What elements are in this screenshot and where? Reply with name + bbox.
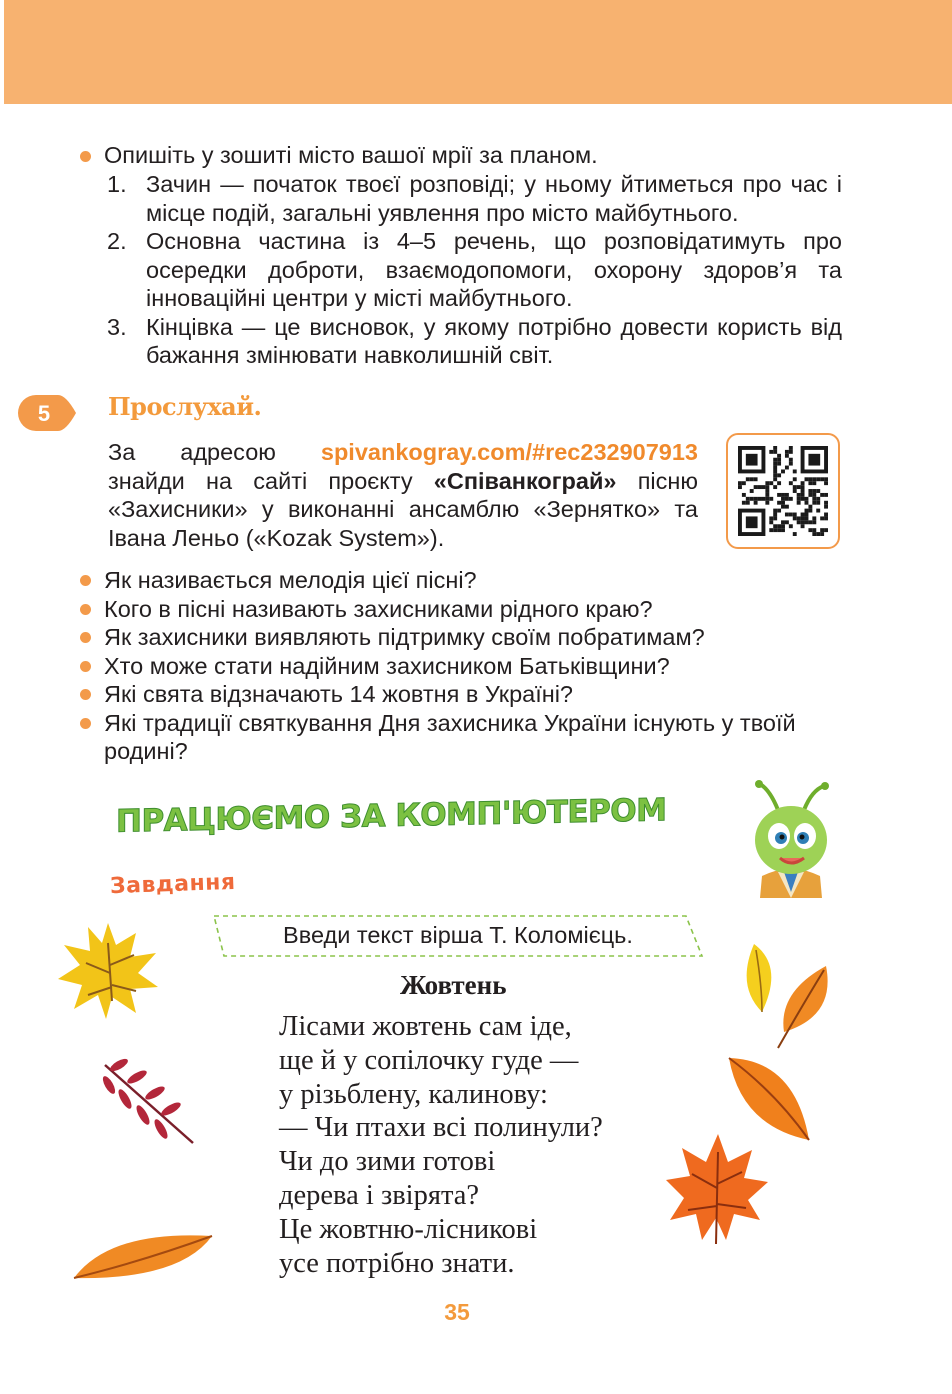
song-url-link[interactable]: spivankogray.com/#rec232907913	[320, 439, 698, 465]
orange-maple-leaf-icon	[662, 1128, 772, 1248]
bullet-dot	[80, 632, 91, 643]
question-text: Хто може стати надійним захисником Батьківщини?	[104, 652, 670, 679]
question-list	[104, 566, 840, 766]
poem-line: Це жовтню-лісникові	[279, 1213, 538, 1245]
qr-code-icon[interactable]	[726, 433, 840, 549]
poem-line: — Чи птахи всі полинули?	[279, 1112, 603, 1144]
question-item	[104, 595, 840, 624]
question-item	[104, 709, 840, 766]
plan-item	[107, 313, 842, 370]
task-number: 5	[37, 401, 51, 426]
task-label: Завдання	[109, 869, 236, 900]
listen-text: За адресою	[108, 439, 321, 465]
poem-title: Жовтень	[400, 970, 507, 1000]
page-header-bar	[4, 0, 952, 104]
section-title: ПРАЦЮЄМО ЗА КОМП'ЮТЕРОМ	[116, 792, 667, 840]
task-number-badge	[18, 395, 76, 431]
plan-item	[107, 170, 842, 227]
plan-item-text: Кінцівка — це висновок, у якому потрібно довести користь від бажання змінювати навколишній світ.	[146, 313, 842, 368]
listen-text: пісню «Захисники» у виконанні ансамблю «Зернятко» та Івана Леньо («Kozak System»).	[108, 467, 699, 551]
question-item	[104, 566, 840, 595]
task-title: Прослухай.	[108, 392, 262, 421]
plan-item-number: 3.	[107, 313, 127, 340]
bullet-dot	[80, 689, 91, 700]
plan-list	[107, 170, 842, 370]
yellow-maple-leaf-icon	[52, 915, 164, 1025]
bullet-dot	[80, 151, 91, 162]
task-instruction: Введи текст вірша Т. Коломієць.	[283, 922, 633, 948]
bullet-dot	[80, 661, 91, 672]
orange-leaf-icon	[70, 1222, 215, 1284]
listen-text: знайди на сайті проєкту	[108, 467, 434, 494]
red-rowan-leaf-icon	[95, 1055, 200, 1150]
question-item	[104, 680, 840, 709]
yellow-orange-leaves-icon	[732, 936, 840, 1054]
plan-item-number: 1.	[107, 171, 127, 197]
plan-intro: Опишіть у зошиті місто вашої мрії за планом.	[104, 142, 598, 168]
question-text: Кого в пісні називають захисниками рідного краю?	[104, 595, 653, 622]
poem-line: усе потрібно знати.	[279, 1247, 515, 1279]
question-text: Які традиції святкування Дня захисника України існують у твоїй родині?	[104, 709, 796, 764]
poem-line: у різьблену, калинову:	[279, 1078, 548, 1110]
poem-line: ще й у сопілочку гуде —	[279, 1044, 579, 1076]
question-text: Як захисники виявляють підтримку своїм побратимам?	[104, 624, 705, 650]
page-number: 35	[444, 1299, 470, 1325]
listen-instructions	[108, 438, 698, 552]
bullet-dot	[80, 575, 91, 586]
poem-line: Лісами жовтень сам іде,	[279, 1011, 572, 1042]
question-item	[104, 652, 840, 681]
plan-item-number: 2.	[107, 228, 127, 254]
bullet-dot	[80, 604, 91, 615]
project-name: «Співанкограй»	[433, 467, 617, 494]
question-text: Як називається мелодія цієї пісні?	[104, 567, 477, 593]
bullet-dot	[80, 718, 91, 729]
plan-item-text: Зачин — початок твоєї розповіді; у ньому йтиметься про час і місце подій, загальні уявлення про місто майбутнього.	[146, 171, 842, 226]
question-text: Які свята відзначають 14 жовтня в Україні?	[104, 681, 574, 707]
mascot-illustration	[748, 780, 834, 903]
poem-text	[279, 1010, 603, 1280]
poem-line: Чи до зими готові	[279, 1146, 496, 1178]
plan-item-text: Основна частина із 4–5 речень, що розповідатимуть про осередки доброти, взаємодопомоги, охорону здоров’я та інноваційні центри у місті майбутнього.	[146, 228, 842, 311]
question-item	[104, 623, 840, 652]
plan-item	[107, 227, 842, 313]
poem-line: дерева і звірята?	[279, 1179, 480, 1211]
